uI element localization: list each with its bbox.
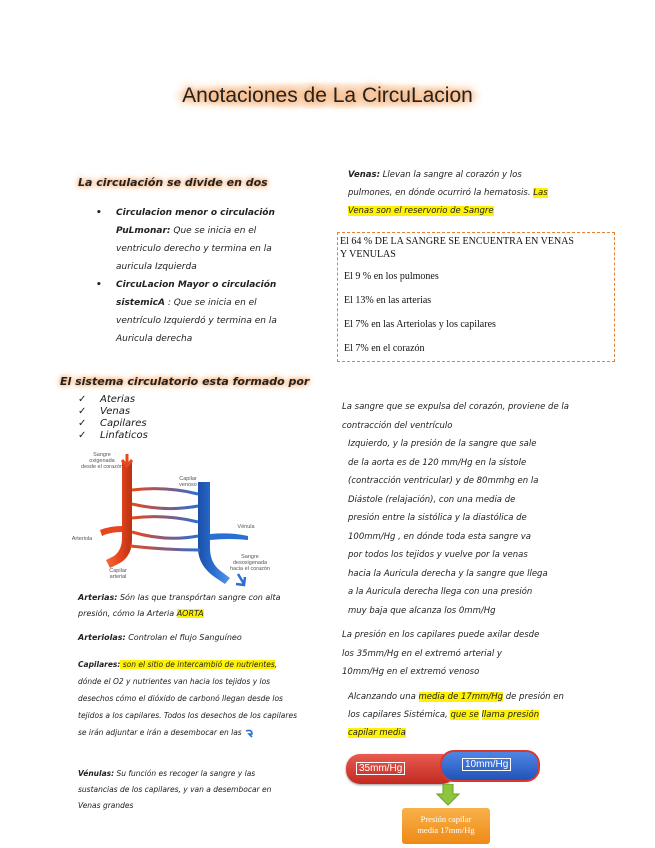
venulas-text: Vénulas: Su función es recoger la sangre y las sustancias de los capilares, y van a desembocar en Venas grandes bbox=[78, 769, 272, 810]
arterias-text: Arterias: Són las que transpórtan sangre con alta presión, cómo la Arteria AORTA bbox=[78, 593, 281, 618]
page-title: Anotaciones de La CircuLacion bbox=[0, 84, 655, 108]
box-row: El 9 % en los pulmones bbox=[344, 271, 439, 282]
check-icon: ✓ bbox=[78, 394, 87, 405]
arteriola-vessel bbox=[100, 526, 122, 536]
alcanzando-paragraph: Alcanzando una media de 17mm/Hg de presión en los capilares Sistémica, que se llama presión capilar media bbox=[348, 692, 564, 738]
capilares-text: Capilares: son el sitio de intercambió de nutrientes, dónde el O2 y nutrientes van hacia los tejidos y los desechos cómo el dióxido de carbonó llegan desde los tejidos a los capilares. Todos los desechos de los capilares se irán adjuntar e irán a desembocar en las bbox=[78, 660, 297, 737]
label-sangre-desoxigenada: Sangre bbox=[241, 554, 259, 560]
list-item: ✓ Linfaticos bbox=[78, 430, 148, 441]
heading-divide: La circulación se divide en dos bbox=[78, 176, 268, 189]
blood-distribution-box bbox=[337, 232, 615, 362]
bullet-icon: • bbox=[96, 280, 102, 290]
label-venula: Vénula bbox=[237, 524, 255, 530]
label-sangre-oxigenada: Sangre bbox=[93, 452, 111, 458]
heading-sistema: El sistema circulatorio esta formado por bbox=[60, 375, 310, 388]
check-icon: ✓ bbox=[78, 406, 87, 417]
capillary-network bbox=[130, 489, 200, 550]
svg-text:desde el corazón: desde el corazón bbox=[81, 464, 123, 470]
artery-vessel bbox=[106, 462, 132, 568]
box-title: El 64 % DE LA SANGRE SE ENCUENTRA EN VENAS Y VENULAS bbox=[340, 236, 574, 260]
pressure-venous-pill: 10mm/Hg bbox=[440, 750, 540, 782]
list-item: • CircuLacion Mayor o circulación sistemicA : Que se inicia en el ventrículo Izquierdó y termina en la Auricula derecha bbox=[116, 276, 292, 348]
arrow-down-icon bbox=[236, 574, 245, 585]
check-icon: ✓ bbox=[78, 418, 87, 429]
circulation-diagram bbox=[70, 452, 280, 587]
svg-text:hacia el corazón: hacia el corazón bbox=[229, 566, 271, 572]
result-box: Presión capilar media 17mm/Hg bbox=[402, 808, 490, 844]
svg-text:desoxigenada: desoxigenada bbox=[232, 560, 268, 566]
box-row: El 7% en el corazón bbox=[344, 343, 425, 354]
circulation-list bbox=[96, 204, 292, 348]
presion-paragraph: La sangre que se expulsa del corazón, proviene de la contracción del ventrículo Izquierdo, y la presión de la sangre que sale de la aorta es de 120 mm/Hg en la sístole (contracción ventricular) y de 80mmhg en la Diástole (relajación), con una media de presión entre la sistólica y la diastólica de 100mm/Hg , en dónde toda esta sangre va por todos los tejidos y vuelve por la venas hacia la Auricula derecha y la sangre que llega a la Auricula derecha llega con una presión muy baja que alcanza los 0mm/Hg bbox=[342, 402, 569, 616]
svg-text:arterial: arterial bbox=[109, 574, 127, 580]
svg-text:venoso: venoso bbox=[179, 482, 197, 488]
box-row: El 7% en las Arteriolas y los capilares bbox=[344, 319, 496, 330]
curved-arrow-icon bbox=[244, 728, 254, 738]
arteriolas-text: Arteriolas: Controlan el flujo Sanguíneo bbox=[78, 633, 242, 642]
venas-text: Venas: Llevan la sangre al corazón y los pulmones, en dónde ocurriró la hematosis. Las Venas son el reservorio de Sangre bbox=[348, 170, 548, 216]
down-arrow-icon bbox=[436, 784, 460, 806]
vein-vessel bbox=[198, 482, 230, 584]
label-capilar-arterial: Capilar bbox=[109, 568, 127, 574]
pressure-flow-diagram bbox=[346, 750, 546, 846]
bullet-icon: • bbox=[96, 208, 102, 218]
list-item: ✓ Aterias bbox=[78, 394, 136, 405]
venula-vessel bbox=[210, 533, 248, 540]
components-list bbox=[78, 394, 148, 442]
label-arteriola: Arteriola bbox=[71, 536, 93, 542]
capilares-presion-paragraph: La presión en los capilares puede axilar desde los 35mm/Hg en el extremó arterial y 10mm/Hg en el extremó venoso bbox=[342, 630, 540, 677]
label-capilar-venoso: Capilar bbox=[179, 476, 197, 482]
box-row: El 13% en las arterias bbox=[344, 295, 432, 306]
pressure-arterial-pill: 35mm/Hg bbox=[346, 754, 456, 784]
list-item: ✓ Venas bbox=[78, 406, 131, 417]
check-icon: ✓ bbox=[78, 430, 87, 441]
list-item: ✓ Capilares bbox=[78, 418, 147, 429]
list-item: • Circulacion menor o circulación PuLmonar: Que se inicia en el ventriculo derecho y termina en la auricula Izquierda bbox=[116, 204, 292, 276]
svg-text:oxigenada: oxigenada bbox=[89, 458, 115, 464]
